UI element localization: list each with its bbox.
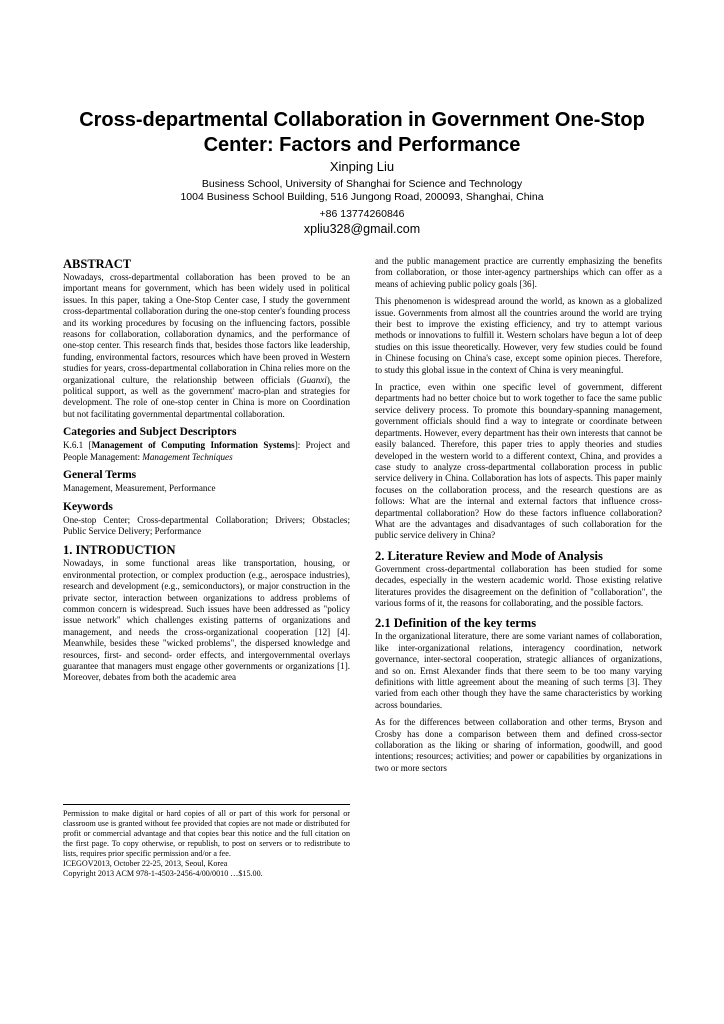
categories-desc: ]: Project and People Management: (63, 440, 350, 462)
author-address: 1004 Business School Building, 516 Jungong Road, 200093, Shanghai, China (180, 191, 544, 203)
keywords-heading: Keywords (63, 500, 113, 513)
right-column (375, 256, 662, 774)
copyright-info: Copyright 2013 ACM 978-1-4503-2456-4/00/0010 …$15.00. (63, 869, 263, 878)
author-email: xpliu328@gmail.com (303, 222, 421, 236)
categories-code: K.6.1 [ (63, 440, 92, 451)
introduction-heading: 1. INTRODUCTION (63, 543, 176, 558)
section-2-heading: 2. Literature Review and Mode of Analysis (375, 548, 603, 563)
author-phone: +86 13774260846 (319, 208, 405, 220)
author-affiliation: Business School, University of Shanghai for Science and Technology (201, 178, 523, 190)
section-2-1-text: In the organizational literature, there are some variant names of collaboration, like inter-organizational relations, interagency coordination, network governance, inter-sectoral cooperation, strategic alliances of organizations, and so on. Ernst Alexander finds that there seem to be too many varying definitions with little agreement about the meaning of such terms [3]. They varied from each other though they have the same characteristics by working across boundaries. (375, 631, 662, 710)
abstract-heading: ABSTRACT (63, 257, 132, 271)
conference-info: ICEGOV2013, October 22-25, 2013, Seoul, Korea (63, 859, 228, 868)
general-terms-text: Management, Measurement, Performance (63, 483, 216, 494)
section-2-1-heading: 2.1 Definition of the key terms (375, 616, 537, 631)
abstract-text (63, 272, 350, 420)
left-column (63, 256, 350, 684)
intro-paragraph-3: In practice, even within one specific level of government, different departments had no better choice but to work together to face the same public service delivery process. To promote this boundary-spanning management, government officials should find a way to integrate or coordinate between departments. However, every department has their own interests that cannot be easily balanced. Therefore, this paper tries to apply theories and studies developed in the western world to a different context, China, and provides a case study to analyze cross-departmental collaboration process in public service delivery in China. Collaboration has lots of aspects. This paper mainly focuses on the collaboration process, and the research questions are as follows: What are the internal and external factors that influence cross-departmental collaboration? How do these factors influence collaboration? What are the advantages and disadvantages of such collaboration for the public service delivery in China? (375, 382, 662, 541)
categories-heading: Categories and Subject Descriptors (63, 426, 237, 439)
permission-text: Permission to make digital or hard copies of all or part of this work for personal or classroom use is granted without fee provided that copies are not made or distributed for profit or commercial advantage and that copies bear this notice and the full citation on the first page. To copy otherwise, or republish, to post on servers or to redistribute to lists, requires prior specific permission and/or a fee. (63, 809, 350, 858)
author-name: Xinping Liu (329, 159, 395, 174)
abstract-text-part-1: Nowadays, cross-departmental collaboration has been proved to be an important means for government, which has been widely used in political issues. In this paper, taking a One-Stop Center case, I study the government cross-departmental collaboration during the one-stop center's founding process and its working procedures by focusing on the influencing factors, possible reasons for collaboration, collaboration dynamics, and the performance of one-stop center. This research finds that, besides those factors like leadership, funding, environmental factors, resources which have been proved in Western studies for years, cross-departmental collaboration in China relies more on the organizational culture, the relationship between officials ( (63, 272, 350, 385)
categories-text (63, 440, 350, 463)
abstract-text-part-2: ), the political support, as well as the government' macro-plan and strategies for development. The role of one-stop center in China is more on Coordination but not facilitating governmental departmental collaboration. (63, 374, 350, 419)
keywords-text: One-stop Center; Cross-departmental Collaboration; Drivers; Obstacles; Public Service Delivery; Performance (63, 514, 350, 536)
introduction-text: Nowadays, in some functional areas like transportation, housing, or environmental protection, or complex production (e.g., aerospace industries), research and development (e.g., semiconductors), or major construction in the private sector, interaction between organizations to address problems of common concern is widespread. Such issues have been addressed as "policy issue network" which challenges existing patterns of organizations and management, and needs the cross-organizational cooperation [12] [4]. Meanwhile, besides these "wicked problems", the dispersed knowledge and resources, first- and second- order effects, and intergovernmental overlays guarantee that managers must engage other governments or organizations [1]. Moreover, debates from both the academic area (63, 558, 350, 683)
section-2-text: Government cross-departmental collaboration has been studied for some decades, especially in the western academic world. Those existing relative literatures provides the disagreement on the definition of "collaboration", the various forms of it, the reasons for collaborating, and the possible factors. (375, 563, 662, 608)
permission-notice (63, 804, 350, 879)
paper-title: Cross-departmental Collaboration in Government One-Stop Center: Factors and Performance (79, 109, 645, 156)
general-terms-heading: General Terms (63, 469, 137, 482)
intro-continued-paragraph: and the public management practice are currently emphasizing the benefits from collaboration, or those inter-agency partnerships which can offer as a means of achieving public policy goals [36]. (375, 256, 662, 289)
abstract-guanxi-term: Guanxi (300, 374, 327, 385)
categories-italic: Management Techniques (142, 451, 233, 462)
categories-bold: Management of Computing Information Systems (91, 440, 295, 451)
intro-paragraph-2: This phenomenon is widespread around the world, as known as a globalized issue. Governments from almost all the countries around the world are trying their best to improve the existing efficiency, and try to attempt various methods or innovations to fulfill it. Western scholars have begun a lot of deep studies on this issue theoretically. However, very few studies could be found in Chinese focusing on China's case, except some opinion pieces. Therefore, to study this global issue in the context of China is very meaningful. (375, 296, 662, 375)
section-2-1-text-2: As for the differences between collaboration and other terms, Bryson and Crosby has done a comparison between them and defined cross-sector collaboration as the liking or sharing of information, goodwill, and good intentions; resources; activities; and power or capabilities by organizations in two or more sectors (375, 717, 662, 773)
